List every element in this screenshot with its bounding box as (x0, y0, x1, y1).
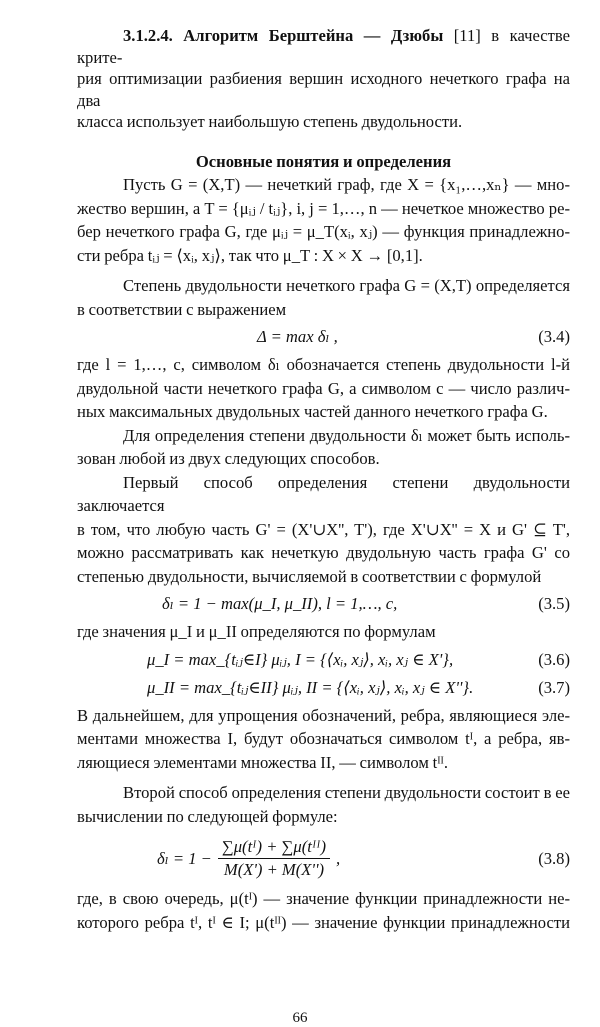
text-line: бер нечеткого графа G, где μᵢⱼ = μ_T(xᵢ, xⱼ) — функция принадлежно- (77, 222, 570, 241)
page-number: 66 (292, 1010, 308, 1026)
equation-formula: Δ = max δₗ , (257, 327, 338, 346)
equation-number: (3.4) (538, 327, 570, 346)
text-line: ляющиеся элементами множества II, — символом tᴵᴵ. (77, 752, 449, 772)
equation-formula: δₗ = 1 − max(μ_I, μ_II), l = 1,…, c, (162, 594, 398, 613)
fraction-numerator: ∑μ(tᴵ) + ∑μ(tᴵᴵ) (218, 836, 330, 859)
equation-3-5 (77, 592, 570, 616)
text-line: двудольной части нечеткого графа G, а символом c — число различ- (77, 378, 570, 398)
text-line: класса использует наибольшую степень двудольности. (77, 112, 463, 131)
equation-number: (3.7) (538, 677, 570, 697)
text-line: где значения μ_I и μ_II определяются по формулам (77, 622, 436, 641)
equation-lhs: δₗ = 1 − (157, 848, 212, 868)
text-line: в соответствии с выражением (77, 299, 287, 319)
equation-formula: μ_II = max_{tᵢⱼ∈II} μᵢⱼ, II = {⟨xᵢ, xⱼ⟩, xᵢ, xⱼ ∈ X''}. (147, 677, 474, 697)
equation-trail: , (336, 848, 341, 868)
text-line: степенью двудольности, вычисляемой в соответствии с формулой (77, 566, 542, 586)
equation-formula: μ_I = max_{tᵢⱼ∈I} μᵢⱼ, I = {⟨xᵢ, xⱼ⟩, xᵢ, xⱼ ∈ X'}, (147, 649, 454, 669)
text-line: Степень двудольности нечеткого графа G = (X,T) определяется (123, 276, 570, 295)
section-title: 3.1.2.4. Алгоритм Берштейна — Дзюбы (123, 26, 444, 45)
equation-number: (3.8) (538, 848, 570, 868)
equation-3-7 (77, 676, 570, 700)
fraction (218, 836, 330, 881)
text-line: где, в свою очередь, μ(tᴵ) — значение функции принадлежности не- (77, 889, 570, 908)
section-title-line (77, 25, 570, 68)
text-line: сти ребра tᵢⱼ = ⟨xᵢ, xⱼ⟩, так что μ_T : X × X → [0,1]. (77, 245, 423, 265)
subheading: Основные понятия и определения (195, 151, 452, 171)
equation-3-8 (77, 836, 570, 881)
text-line: в том, что любую часть G' = (X'∪X'', T'), где X'∪X'' = X и G' ⊆ T', (77, 519, 570, 539)
fraction-denominator: M(X') + M(X'') (223, 860, 325, 879)
equation-number: (3.5) (538, 594, 570, 613)
text-line: рия оптимизации разбиения вершин исходного нечеткого графа на два (77, 69, 570, 110)
section-intro-text: [11] в качестве крите- (77, 26, 571, 67)
equation-body (157, 836, 340, 881)
equation-number: (3.6) (538, 649, 570, 669)
equation-3-6 (77, 648, 570, 672)
text-line: где l = 1,…, c, символом δₗ обозначается степень двудольности l-й (77, 355, 570, 374)
text-line: вычислении по следующей формуле: (77, 806, 338, 826)
equation-3-4 (77, 325, 570, 349)
text-line: можно рассматривать как нечеткую двудольную часть графа G' со (77, 543, 570, 562)
text-line: В дальнейшем, для упрощения обозначений, ребра, являющиеся эле- (77, 705, 570, 725)
text-line: жество вершин, а T = {μᵢⱼ / tᵢⱼ}, i, j = 1,…, n — нечеткое множество ре- (77, 198, 570, 218)
text-line: зован любой из двух следующих способов. (77, 449, 380, 468)
text-line: Второй способ определения степени двудольности состоит в ее (123, 783, 570, 802)
text-line: Пусть G = (X,T) — нечеткий граф, где X = {x₁,…,xₙ} — мно- (123, 175, 570, 194)
text-line: которого ребра tᴵ, tᴵ ∈ I; μ(tᴵᴵ) — значение функции принадлежности (77, 912, 570, 932)
text-line: Первый способ определения степени двудольности заключается (77, 472, 570, 515)
text-line: ных максимальных двудольных частей данного нечеткого графа G. (77, 402, 548, 421)
text-line: ментами множества I, будут обозначаться символом tᴵ, а ребра, яв- (77, 729, 570, 748)
text-line: Для определения степени двудольности δₗ может быть исполь- (123, 425, 570, 445)
